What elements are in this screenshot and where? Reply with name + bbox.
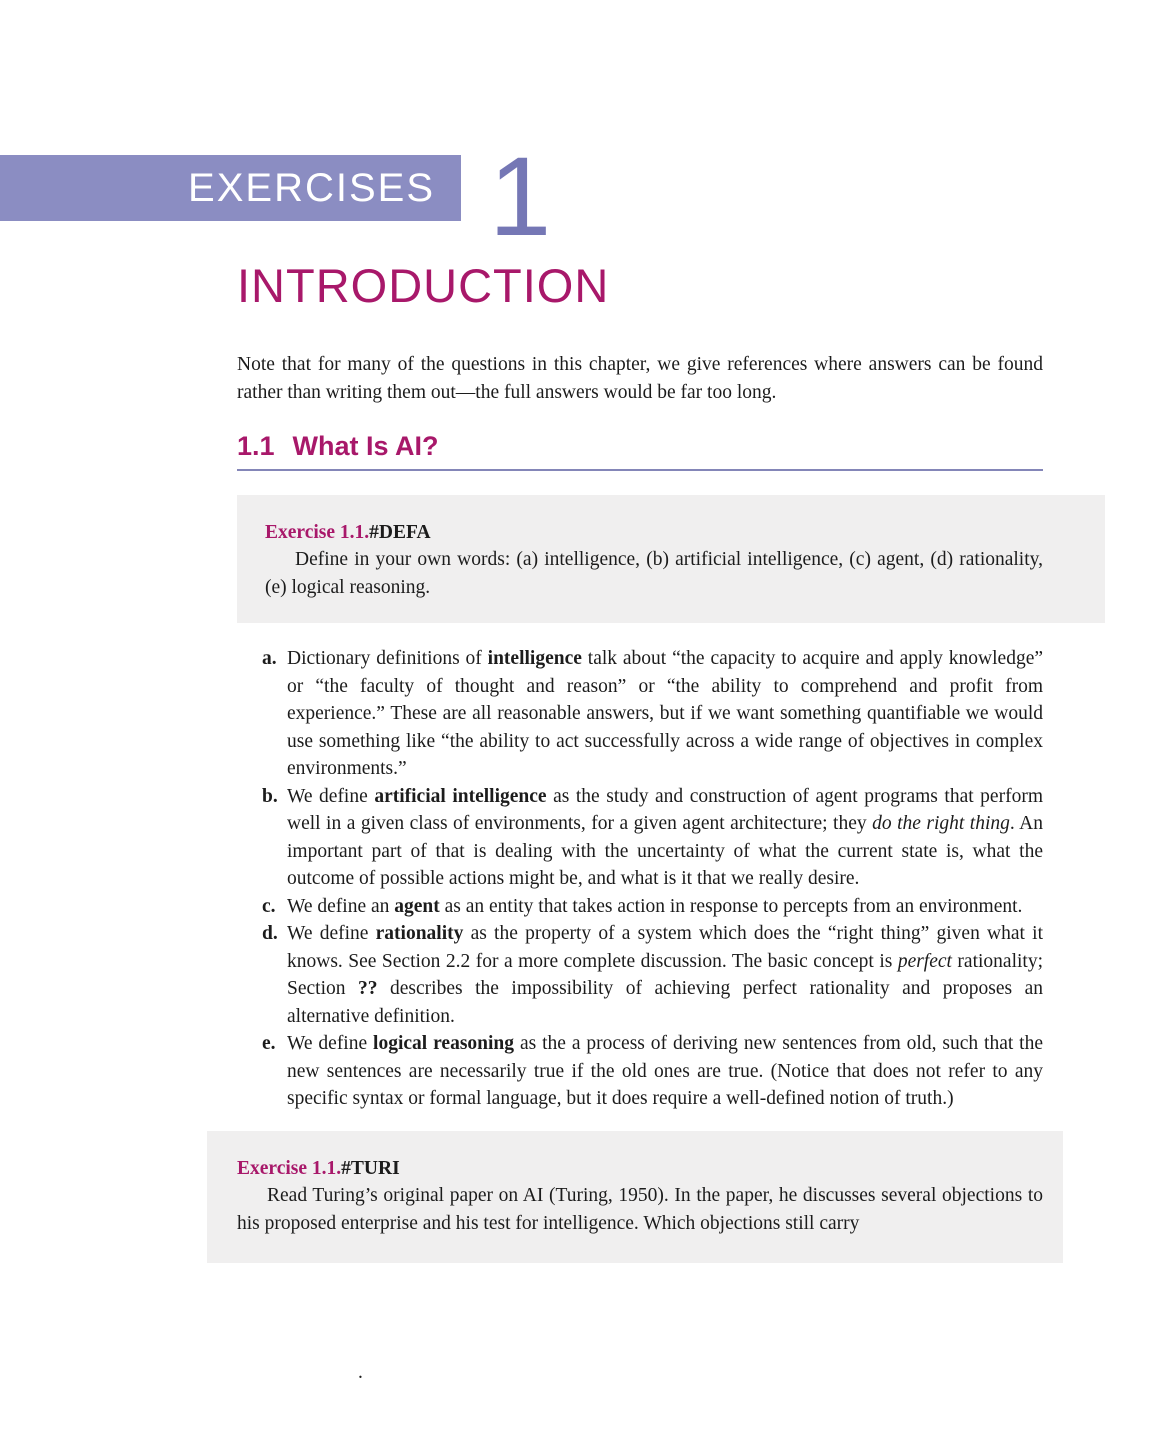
answer-item-e	[237, 1030, 1043, 1113]
answer-marker: d.	[262, 923, 278, 945]
footer-mark: .	[358, 1362, 363, 1383]
page-content	[237, 0, 1043, 1263]
answer-text: We define rationality as the property of a system which does the “right thing” given what it knows. See Section 2.2 for a more complete discussion. The basic concept is perfect rationality; Section ?? describes the impossibility of achieving perfect rationality and proposes an alternative definition.	[287, 923, 1043, 1027]
page-title: INTRODUCTION	[237, 259, 610, 312]
exercise-body: Define in your own words: (a) intelligence, (b) artificial intelligence, (c) agent, (d) rationality, (e) logical reasoning.	[265, 549, 1043, 598]
answer-text: We define artificial intelligence as the study and construction of agent programs that perform well in a given class of environments, for a given agent architecture; they do the right thing. An important part of that is dealing with the uncertainty of what the current state is, what the outcome of possible actions might be, and what is it that we really desire.	[287, 785, 1043, 890]
exercise-box-turi	[207, 1131, 1063, 1264]
section-title: What Is AI?	[292, 431, 439, 461]
section-rule	[237, 469, 1043, 471]
exercise-tag: #TURI	[341, 1157, 400, 1179]
exercise-label: Exercise 1.1.	[265, 521, 370, 543]
banner-label: EXERCISES	[188, 165, 435, 210]
exercise-label: Exercise 1.1.	[237, 1157, 342, 1179]
exercise-box-defa	[237, 495, 1105, 624]
answer-item-b	[237, 783, 1043, 893]
section-heading	[237, 432, 1043, 462]
answer-marker: c.	[262, 895, 276, 917]
exercise-body: Read Turing’s original paper on AI (Turing, 1950). In the paper, he discusses several objections to his proposed enterprise and his test for intelligence. Which objections still carry	[237, 1185, 1043, 1234]
exercise-heading	[237, 1155, 1043, 1183]
intro-note: Note that for many of the questions in this chapter, we give references where answers can be found rather than writing them out—the full answers would be far too long.	[237, 354, 1043, 403]
answer-item-c	[237, 893, 1043, 921]
section-number: 1.1	[237, 431, 275, 461]
chapter-number: 1	[489, 134, 552, 259]
answer-text: We define logical reasoning as the a process of deriving new sentences from old, such that the new sentences are necessarily true if the old ones are true. (Notice that does not refer to any specific syntax or formal language, but it does require a well-defined notion of truth.)	[287, 1033, 1044, 1110]
answer-item-d	[237, 920, 1043, 1030]
exercise-tag: #DEFA	[369, 521, 431, 543]
answer-item-a	[237, 645, 1043, 783]
answer-marker: a.	[262, 648, 277, 670]
exercise-heading	[265, 519, 1043, 547]
answer-text: Dictionary definitions of intelligence talk about “the capacity to acquire and apply knowledge” or “the faculty of thought and reason” or “the ability to comprehend and profit from experience.” These are all reasonable answers, but if we want something quantifiable we would use something like “the ability to act successfully across a wide range of objectives in complex environments.”	[287, 648, 1044, 780]
answer-marker: b.	[262, 785, 278, 807]
answer-list	[237, 645, 1043, 1113]
answer-text: We define an agent as an entity that takes action in response to percepts from an environment.	[287, 895, 1023, 917]
answer-marker: e.	[262, 1033, 276, 1055]
